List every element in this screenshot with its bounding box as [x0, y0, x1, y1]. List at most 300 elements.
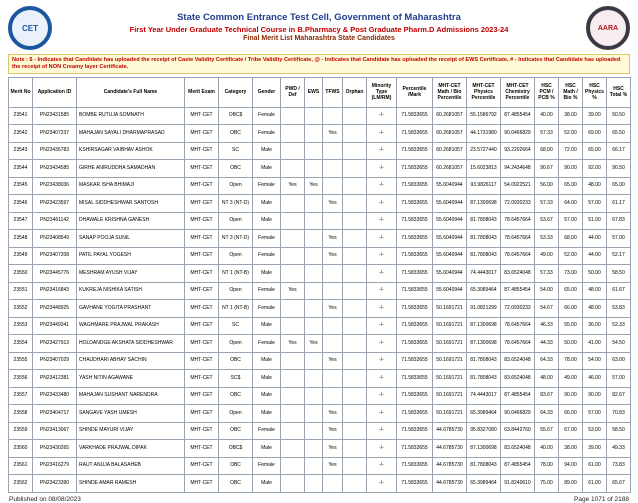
cell-pwd-def: Yes — [281, 282, 305, 300]
cell-candidate-name: PATIL PAYAL YOGESH — [77, 247, 185, 265]
cell-cet-chemistry: 72.0930233 — [501, 195, 535, 213]
cell-minority-type: -/- — [367, 457, 397, 475]
cell-minority-type: -/- — [367, 440, 397, 458]
page-header — [8, 6, 630, 50]
col-header-merit-exam: Merit Exam — [185, 77, 219, 107]
cell-candidate-name: WAGHMARE PRAJWAL PRAKASH — [77, 317, 185, 335]
cell-orphan — [343, 335, 367, 353]
cell-ews — [305, 125, 323, 143]
cell-gender: Male — [253, 265, 281, 283]
cell-category: Open — [219, 282, 253, 300]
cell-ews — [305, 300, 323, 318]
cell-cet-chemistry: 83.6524048 — [501, 440, 535, 458]
cell-percentile: 71.5833655 — [397, 160, 433, 178]
cell-hsc-pcm: 57.33 — [535, 125, 559, 143]
cell-category: OBC — [219, 160, 253, 178]
cell-minority-type: -/- — [367, 212, 397, 230]
cell-merit-no: 23555 — [9, 352, 33, 370]
col-header-hsc-total: HSC Total % — [607, 77, 631, 107]
cell-candidate-name: MASKAR ISHA BHIMAJI — [77, 177, 185, 195]
cell-percentile: 71.5833655 — [397, 370, 433, 388]
cell-hsc-pcm: 55.67 — [535, 422, 559, 440]
cell-merit-exam: MHT-CET — [185, 160, 219, 178]
cell-candidate-name: KSHIRSAGAR VAIBHAV ASHOK — [77, 142, 185, 160]
cell-hsc-math: 65.00 — [559, 177, 583, 195]
cell-ews — [305, 457, 323, 475]
cell-cet-chemistry: 78.6457664 — [501, 335, 535, 353]
cell-application-id: PN23413067 — [33, 422, 77, 440]
cell-application-id: PN23449341 — [33, 317, 77, 335]
cell-hsc-physics: 92.00 — [583, 160, 607, 178]
cell-cet-physics: 93.9826117 — [467, 177, 501, 195]
cell-hsc-math: 38.00 — [559, 107, 583, 125]
cell-hsc-pcm: 46.33 — [535, 317, 559, 335]
cell-hsc-pcm: 78.00 — [535, 457, 559, 475]
cell-hsc-pcm: 83.67 — [535, 387, 559, 405]
cell-cet-chemistry: 87.4855454 — [501, 387, 535, 405]
cell-pwd-def — [281, 387, 305, 405]
cell-candidate-name: BOMBE RUTUJA SOMNATH — [77, 107, 185, 125]
cell-orphan — [343, 177, 367, 195]
cell-category: OBC — [219, 422, 253, 440]
cell-hsc-total: 58.50 — [607, 265, 631, 283]
cell-hsc-math: 90.00 — [559, 160, 583, 178]
col-header-application-id: Application ID — [33, 77, 77, 107]
cell-percentile: 71.5833655 — [397, 475, 433, 493]
page-number: Page 1071 of 2188 — [574, 495, 629, 503]
col-header-cet-math-bio: MHT-CET Math / Bio Percentile — [433, 77, 467, 107]
cell-ews — [305, 475, 323, 493]
cell-category: NT 3 (NT-D) — [219, 195, 253, 213]
cell-hsc-physics: 57.00 — [583, 405, 607, 423]
col-header-percentile: Percentile /Mark — [397, 77, 433, 107]
cell-orphan — [343, 125, 367, 143]
cell-hsc-pcm: 54.00 — [535, 282, 559, 300]
cell-hsc-math: 52.00 — [559, 125, 583, 143]
cell-merit-exam: MHT-CET — [185, 195, 219, 213]
cell-application-id: PN23448925 — [33, 300, 77, 318]
cell-merit-no: 23562 — [9, 475, 33, 493]
cell-hsc-math: 78.00 — [559, 352, 583, 370]
cell-pwd-def — [281, 212, 305, 230]
cell-merit-no: 23558 — [9, 405, 33, 423]
col-header-minority-type: Minority Type (LM/RM) — [367, 77, 397, 107]
cell-cet-physics: 87.1300698 — [467, 440, 501, 458]
cell-hsc-physics: 41.00 — [583, 335, 607, 353]
cell-hsc-math: 65.00 — [559, 282, 583, 300]
cell-cet-physics: 87.1300698 — [467, 335, 501, 353]
cell-merit-no: 23549 — [9, 247, 33, 265]
cell-gender: Male — [253, 317, 281, 335]
cell-gender: Male — [253, 370, 281, 388]
cell-hsc-total: 57.00 — [607, 230, 631, 248]
cell-pwd-def — [281, 230, 305, 248]
cell-minority-type: -/- — [367, 247, 397, 265]
cell-tfws — [323, 142, 343, 160]
cell-cet-physics: 65.3989464 — [467, 475, 501, 493]
cell-ews — [305, 160, 323, 178]
cell-tfws — [323, 370, 343, 388]
cell-gender: Female — [253, 177, 281, 195]
cell-tfws: Yes — [323, 247, 343, 265]
cell-hsc-total: 61.17 — [607, 195, 631, 213]
cell-percentile: 71.5833655 — [397, 247, 433, 265]
cell-cet-chemistry: 94.2434648 — [501, 160, 535, 178]
cell-orphan — [343, 212, 367, 230]
table-row — [9, 107, 631, 125]
cell-cet-chemistry: 87.4855454 — [501, 282, 535, 300]
cell-ews — [305, 142, 323, 160]
cell-cet-physics: 44.1731980 — [467, 125, 501, 143]
cell-cet-math-bio: 44.6785730 — [433, 475, 467, 493]
cell-merit-no: 23541 — [9, 107, 33, 125]
cell-minority-type: -/- — [367, 370, 397, 388]
cell-cet-math-bio: 55.6040944 — [433, 212, 467, 230]
cell-gender: Male — [253, 195, 281, 213]
cell-pwd-def — [281, 107, 305, 125]
cell-orphan — [343, 160, 367, 178]
header-titles — [58, 12, 580, 44]
cell-hsc-pcm: 64.33 — [535, 352, 559, 370]
cell-orphan — [343, 300, 367, 318]
cell-tfws — [323, 212, 343, 230]
cell-hsc-total: 54.50 — [607, 335, 631, 353]
cell-cet-math-bio: 44.6785730 — [433, 422, 467, 440]
cell-gender: Female — [253, 300, 281, 318]
cell-tfws — [323, 160, 343, 178]
cell-hsc-pcm: 68.00 — [535, 142, 559, 160]
cell-merit-no: 23559 — [9, 422, 33, 440]
cell-minority-type: -/- — [367, 107, 397, 125]
cell-gender: Female — [253, 230, 281, 248]
cell-merit-no: 23556 — [9, 370, 33, 388]
cell-tfws — [323, 475, 343, 493]
cell-hsc-math: 57.00 — [559, 212, 583, 230]
cell-hsc-pcm: 75.00 — [535, 475, 559, 493]
cell-cet-physics: 55.1586792 — [467, 107, 501, 125]
cell-cet-chemistry: 87.4855454 — [501, 107, 535, 125]
cell-tfws — [323, 387, 343, 405]
cell-merit-no: 23542 — [9, 125, 33, 143]
cell-category: Open — [219, 177, 253, 195]
cell-cet-math-bio: 50.1691721 — [433, 335, 467, 353]
cell-hsc-math: 49.00 — [559, 370, 583, 388]
cell-hsc-physics: 53.00 — [583, 422, 607, 440]
table-row — [9, 405, 631, 423]
cell-hsc-pcm: 54.67 — [535, 300, 559, 318]
cell-candidate-name: KUKREJA NISHIKA SATISH — [77, 282, 185, 300]
cell-cet-physics: 81.7808043 — [467, 370, 501, 388]
cell-hsc-math: 52.00 — [559, 247, 583, 265]
cell-category: Open — [219, 405, 253, 423]
cell-orphan — [343, 107, 367, 125]
cell-merit-no: 23552 — [9, 300, 33, 318]
cell-merit-no: 23544 — [9, 160, 33, 178]
cell-category: NT 1 (NT-B) — [219, 300, 253, 318]
cell-minority-type: -/- — [367, 230, 397, 248]
org-title: State Common Entrance Test Cell, Government of Maharashtra — [177, 12, 461, 23]
cell-merit-no: 23543 — [9, 142, 33, 160]
cell-minority-type: -/- — [367, 160, 397, 178]
cell-application-id: PN23445776 — [33, 265, 77, 283]
cell-category: OBC$ — [219, 107, 253, 125]
cell-candidate-name: DHAWALE KRISHNA GANESH — [77, 212, 185, 230]
cell-orphan — [343, 352, 367, 370]
cell-category: SC — [219, 142, 253, 160]
cell-cet-chemistry: 93.2202664 — [501, 142, 535, 160]
cell-minority-type: -/- — [367, 352, 397, 370]
cell-hsc-pcm: 49.00 — [535, 247, 559, 265]
cell-merit-no: 23546 — [9, 195, 33, 213]
cell-orphan — [343, 265, 367, 283]
cell-orphan — [343, 422, 367, 440]
cell-cet-physics: 65.3989464 — [467, 282, 501, 300]
header-row — [9, 77, 631, 107]
cell-hsc-total: 58.50 — [607, 422, 631, 440]
aara-logo-text: AARA — [597, 24, 619, 32]
cell-hsc-total: 49.33 — [607, 440, 631, 458]
cell-minority-type: -/- — [367, 142, 397, 160]
cell-candidate-name: MESHRAM AYUSH VIJAY — [77, 265, 185, 283]
cell-ews — [305, 230, 323, 248]
cell-cet-math-bio: 55.6040944 — [433, 265, 467, 283]
table-row — [9, 160, 631, 178]
cell-pwd-def — [281, 142, 305, 160]
cell-hsc-total: 73.83 — [607, 457, 631, 475]
aara-logo — [586, 6, 630, 50]
table-row — [9, 177, 631, 195]
cell-candidate-name: CHAUDHARI ABHAY SACHIN — [77, 352, 185, 370]
cell-hsc-total: 65.00 — [607, 177, 631, 195]
cell-candidate-name: VARKHADE PRAJWAL DIPAK — [77, 440, 185, 458]
cell-application-id: PN23407208 — [33, 247, 77, 265]
cell-ews — [305, 317, 323, 335]
table-row — [9, 230, 631, 248]
cell-hsc-math: 38.00 — [559, 440, 583, 458]
cell-percentile: 71.5833655 — [397, 317, 433, 335]
col-header-hsc-physics: HSC Physics % — [583, 77, 607, 107]
cell-pwd-def: Yes — [281, 177, 305, 195]
cell-ews — [305, 212, 323, 230]
cell-hsc-physics: 90.00 — [583, 387, 607, 405]
cell-tfws — [323, 265, 343, 283]
cell-minority-type: -/- — [367, 335, 397, 353]
cell-category: OBC — [219, 457, 253, 475]
col-header-hsc-math: HSC Math / Bio % — [559, 77, 583, 107]
cell-hsc-physics: 44.00 — [583, 247, 607, 265]
cell-candidate-name: RAUT ANUJA BALASAHEB — [77, 457, 185, 475]
cell-percentile: 71.5833655 — [397, 125, 433, 143]
cell-pwd-def — [281, 370, 305, 388]
cell-minority-type: -/- — [367, 317, 397, 335]
cell-merit-no: 23560 — [9, 440, 33, 458]
cell-application-id: PN23404717 — [33, 405, 77, 423]
cell-application-id: PN23423597 — [33, 195, 77, 213]
cell-hsc-physics: 61.00 — [583, 475, 607, 493]
cell-merit-exam: MHT-CET — [185, 212, 219, 230]
cell-ews — [305, 352, 323, 370]
cet-logo-text: CET — [22, 23, 38, 33]
cell-application-id: PN23430265 — [33, 440, 77, 458]
cell-hsc-physics: 54.00 — [583, 352, 607, 370]
cell-hsc-math: 72.00 — [559, 142, 583, 160]
cell-cet-physics: 81.7808043 — [467, 212, 501, 230]
cell-gender: Male — [253, 160, 281, 178]
cell-merit-exam: MHT-CET — [185, 107, 219, 125]
cell-hsc-physics: 57.00 — [583, 195, 607, 213]
cell-hsc-physics: 65.00 — [583, 142, 607, 160]
cell-percentile: 71.5833655 — [397, 195, 433, 213]
cell-category: OBC — [219, 352, 253, 370]
cell-cet-physics: 74.4443017 — [467, 387, 501, 405]
cell-hsc-pcm: 90.67 — [535, 160, 559, 178]
cell-gender: Male — [253, 387, 281, 405]
cell-cet-chemistry: 78.6457664 — [501, 230, 535, 248]
cell-candidate-name: SANAP POOJA SUNIL — [77, 230, 185, 248]
cell-ews — [305, 405, 323, 423]
cell-tfws: Yes — [323, 422, 343, 440]
cell-cet-chemistry: 83.6524048 — [501, 265, 535, 283]
cell-pwd-def — [281, 160, 305, 178]
cell-candidate-name: HOLDANDGE AKSHATA SIDDHESHWAR — [77, 335, 185, 353]
cell-hsc-physics: 39.00 — [583, 107, 607, 125]
cell-cet-chemistry: 91.8240610 — [501, 475, 535, 493]
cell-hsc-total: 65.67 — [607, 475, 631, 493]
cell-orphan — [343, 475, 367, 493]
col-header-category: Category — [219, 77, 253, 107]
cell-application-id: PN23434585 — [33, 160, 77, 178]
cell-minority-type: -/- — [367, 195, 397, 213]
cell-application-id: PN23416279 — [33, 457, 77, 475]
cell-hsc-pcm: 57.33 — [535, 265, 559, 283]
cell-hsc-physics: 46.00 — [583, 370, 607, 388]
cell-cet-chemistry: 54.0922521 — [501, 177, 535, 195]
table-row — [9, 422, 631, 440]
cell-hsc-total: 57.00 — [607, 370, 631, 388]
col-header-pwd-def: PWD / Def — [281, 77, 305, 107]
cell-merit-no: 23557 — [9, 387, 33, 405]
table-row — [9, 247, 631, 265]
cell-hsc-physics: 48.00 — [583, 282, 607, 300]
cell-application-id: PN23407029 — [33, 352, 77, 370]
cell-application-id: PN23427913 — [33, 335, 77, 353]
cell-tfws: Yes — [323, 457, 343, 475]
cell-gender: Male — [253, 405, 281, 423]
col-header-cet-chemistry: MHT-CET Chemistry Percentile — [501, 77, 535, 107]
cell-gender: Female — [253, 247, 281, 265]
cell-merit-exam: MHT-CET — [185, 230, 219, 248]
table-row — [9, 352, 631, 370]
merit-table-head — [9, 77, 631, 107]
table-row — [9, 387, 631, 405]
cell-tfws: Yes — [323, 352, 343, 370]
table-row — [9, 212, 631, 230]
cell-application-id: PN23438036 — [33, 177, 77, 195]
cell-ews — [305, 195, 323, 213]
cell-cet-physics: 65.3989464 — [467, 405, 501, 423]
cell-minority-type: -/- — [367, 265, 397, 283]
cell-candidate-name: GIRHE ANIRUDDHA SAMADHAN — [77, 160, 185, 178]
cell-ews — [305, 265, 323, 283]
cell-cet-math-bio: 50.1691721 — [433, 352, 467, 370]
col-header-cet-physics: MHT-CET Physics Percentile — [467, 77, 501, 107]
cell-cet-chemistry: 90.0466829 — [501, 405, 535, 423]
cell-hsc-pcm: 53.33 — [535, 230, 559, 248]
cell-cet-physics: 23.5727440 — [467, 142, 501, 160]
cell-pwd-def — [281, 300, 305, 318]
cell-merit-exam: MHT-CET — [185, 352, 219, 370]
cell-cet-math-bio: 60.2681057 — [433, 142, 467, 160]
table-row — [9, 440, 631, 458]
cell-merit-no: 23561 — [9, 457, 33, 475]
cell-cet-chemistry: 83.6524048 — [501, 370, 535, 388]
cell-gender: Female — [253, 335, 281, 353]
cell-merit-exam: MHT-CET — [185, 387, 219, 405]
cell-pwd-def — [281, 265, 305, 283]
cell-cet-chemistry: 83.6524048 — [501, 352, 535, 370]
table-row — [9, 142, 631, 160]
cell-merit-exam: MHT-CET — [185, 265, 219, 283]
cell-merit-exam: MHT-CET — [185, 370, 219, 388]
cell-cet-math-bio: 50.1691721 — [433, 370, 467, 388]
cell-hsc-physics: 51.00 — [583, 212, 607, 230]
cell-hsc-math: 68.00 — [559, 230, 583, 248]
published-date: Published on 08/08/2023 — [9, 495, 81, 503]
cell-candidate-name: MAHAJAN SAYALI DHARMAPRASAD — [77, 125, 185, 143]
cell-application-id: PN23461142 — [33, 212, 77, 230]
cell-candidate-name: YASH NITIN AGAWANE — [77, 370, 185, 388]
cell-category: Open — [219, 247, 253, 265]
cell-merit-no: 23553 — [9, 317, 33, 335]
cell-gender: Male — [253, 212, 281, 230]
cet-logo — [8, 6, 52, 50]
merit-table-body — [9, 107, 631, 492]
cell-merit-exam: MHT-CET — [185, 247, 219, 265]
cell-gender: Female — [253, 125, 281, 143]
cell-minority-type: -/- — [367, 125, 397, 143]
cell-merit-no: 23551 — [9, 282, 33, 300]
cell-pwd-def — [281, 195, 305, 213]
cell-percentile: 71.5833655 — [397, 230, 433, 248]
cell-ews — [305, 282, 323, 300]
cell-orphan — [343, 142, 367, 160]
cell-hsc-physics: 61.00 — [583, 457, 607, 475]
cell-gender: Male — [253, 142, 281, 160]
cell-tfws — [323, 282, 343, 300]
cell-orphan — [343, 230, 367, 248]
cell-tfws: Yes — [323, 125, 343, 143]
cell-cet-math-bio: 44.6785730 — [433, 457, 467, 475]
cell-cet-chemistry: 78.6457664 — [501, 247, 535, 265]
cell-hsc-pcm: 64.33 — [535, 405, 559, 423]
cell-merit-exam: MHT-CET — [185, 422, 219, 440]
cell-cet-math-bio: 60.2681057 — [433, 125, 467, 143]
cell-gender: Female — [253, 282, 281, 300]
cell-cet-physics: 87.1300698 — [467, 317, 501, 335]
cell-candidate-name: SHINDE AMAR RAMESH — [77, 475, 185, 493]
cell-hsc-physics: 48.00 — [583, 300, 607, 318]
cell-cet-physics: 81.7808043 — [467, 352, 501, 370]
cell-orphan — [343, 247, 367, 265]
merit-table — [8, 77, 631, 493]
col-header-ews: EWS — [305, 77, 323, 107]
merit-table-wrapper — [8, 77, 630, 493]
cell-percentile: 71.5833655 — [397, 142, 433, 160]
cell-hsc-total: 61.67 — [607, 282, 631, 300]
cell-merit-no: 23550 — [9, 265, 33, 283]
cell-tfws: Yes — [323, 405, 343, 423]
cell-hsc-math: 66.00 — [559, 405, 583, 423]
